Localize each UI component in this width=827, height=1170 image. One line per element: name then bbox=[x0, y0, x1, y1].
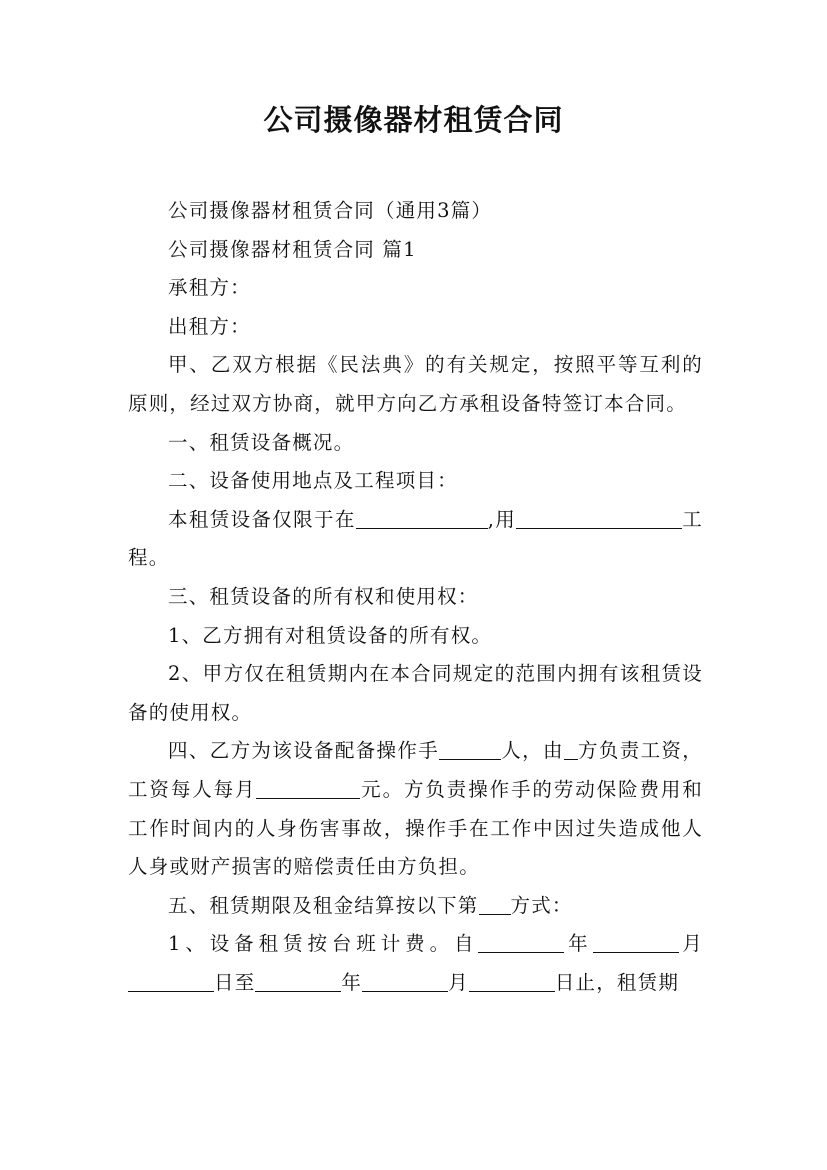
operator-count-blank[interactable] bbox=[439, 739, 501, 760]
subtitle-paragraph: 公司摄像器材租赁合同（通用3篇） bbox=[168, 199, 493, 222]
section-4-text-b: 人，由 bbox=[501, 739, 564, 763]
section-5-item-1 bbox=[128, 925, 703, 1002]
end-day-label: 日止，租赁期 bbox=[554, 970, 680, 994]
end-day-blank[interactable] bbox=[469, 970, 555, 991]
location-text-c: 工程。 bbox=[128, 507, 703, 570]
start-day-blank[interactable] bbox=[128, 970, 214, 991]
document-body bbox=[128, 192, 703, 1002]
location-paragraph bbox=[128, 501, 703, 578]
section-3-heading: 三、租赁设备的所有权和使用权： bbox=[168, 584, 479, 608]
section-5-item-1-text-a: 1、设备租赁按台班计费。自 bbox=[168, 932, 479, 956]
section-4-text-a: 四、乙方为该设备配备操作手 bbox=[168, 739, 440, 763]
lessee-line: 承租方： bbox=[168, 276, 251, 300]
section-2-heading: 二、设备使用地点及工程项目： bbox=[168, 469, 458, 493]
party-blank[interactable] bbox=[564, 739, 578, 760]
end-month-label: 月 bbox=[448, 970, 469, 994]
start-year-blank[interactable] bbox=[478, 932, 564, 953]
lessor-line: 出租方： bbox=[168, 314, 251, 338]
start-month-blank[interactable] bbox=[593, 932, 679, 953]
location-text-b: ,用 bbox=[487, 507, 517, 531]
project-blank[interactable] bbox=[516, 507, 682, 528]
method-blank[interactable] bbox=[479, 893, 511, 914]
end-year-label: 年 bbox=[341, 970, 363, 994]
section-4-text-c: 方负责工资，工资每人每月 bbox=[128, 739, 703, 801]
section-5-heading bbox=[128, 887, 703, 926]
section-1-heading: 一、租赁设备概况。 bbox=[168, 430, 355, 454]
wage-blank[interactable] bbox=[256, 777, 360, 798]
location-blank[interactable] bbox=[356, 507, 488, 528]
end-year-blank[interactable] bbox=[255, 970, 341, 991]
start-year-label: 年 bbox=[564, 932, 593, 956]
section-5-text-b: 方式： bbox=[510, 893, 573, 917]
section-4-paragraph bbox=[128, 732, 703, 886]
section-5-text-a: 五、租赁期限及租金结算按以下第 bbox=[168, 893, 479, 917]
start-month-label: 月 bbox=[678, 932, 704, 956]
end-month-blank[interactable] bbox=[362, 970, 448, 991]
document-title: 公司摄像器材租赁合同 bbox=[263, 103, 564, 137]
section-4-text-d: 元。方负责操作手的劳动保险费用和工作时间内的人身伤害事故，操作手在工作中因过失造成他人人身或财产损害的赔偿责任由方负担。 bbox=[128, 777, 703, 879]
start-day-label: 日至 bbox=[214, 970, 256, 994]
section-3-item-2: 2、甲方仅在租赁期内在本合同规定的范围内拥有该租赁设备的使用权。 bbox=[128, 662, 703, 724]
location-text-a: 本租赁设备仅限于在 bbox=[168, 507, 356, 531]
intro-paragraph: 甲、乙双方根据《民法典》的有关规定，按照平等互利的原则，经过双方协商，就甲方向乙方承租设备特签订本合同。 bbox=[128, 353, 703, 415]
part-heading: 公司摄像器材租赁合同 篇1 bbox=[168, 237, 417, 261]
section-3-item-1: 1、乙方拥有对租赁设备的所有权。 bbox=[168, 623, 493, 647]
